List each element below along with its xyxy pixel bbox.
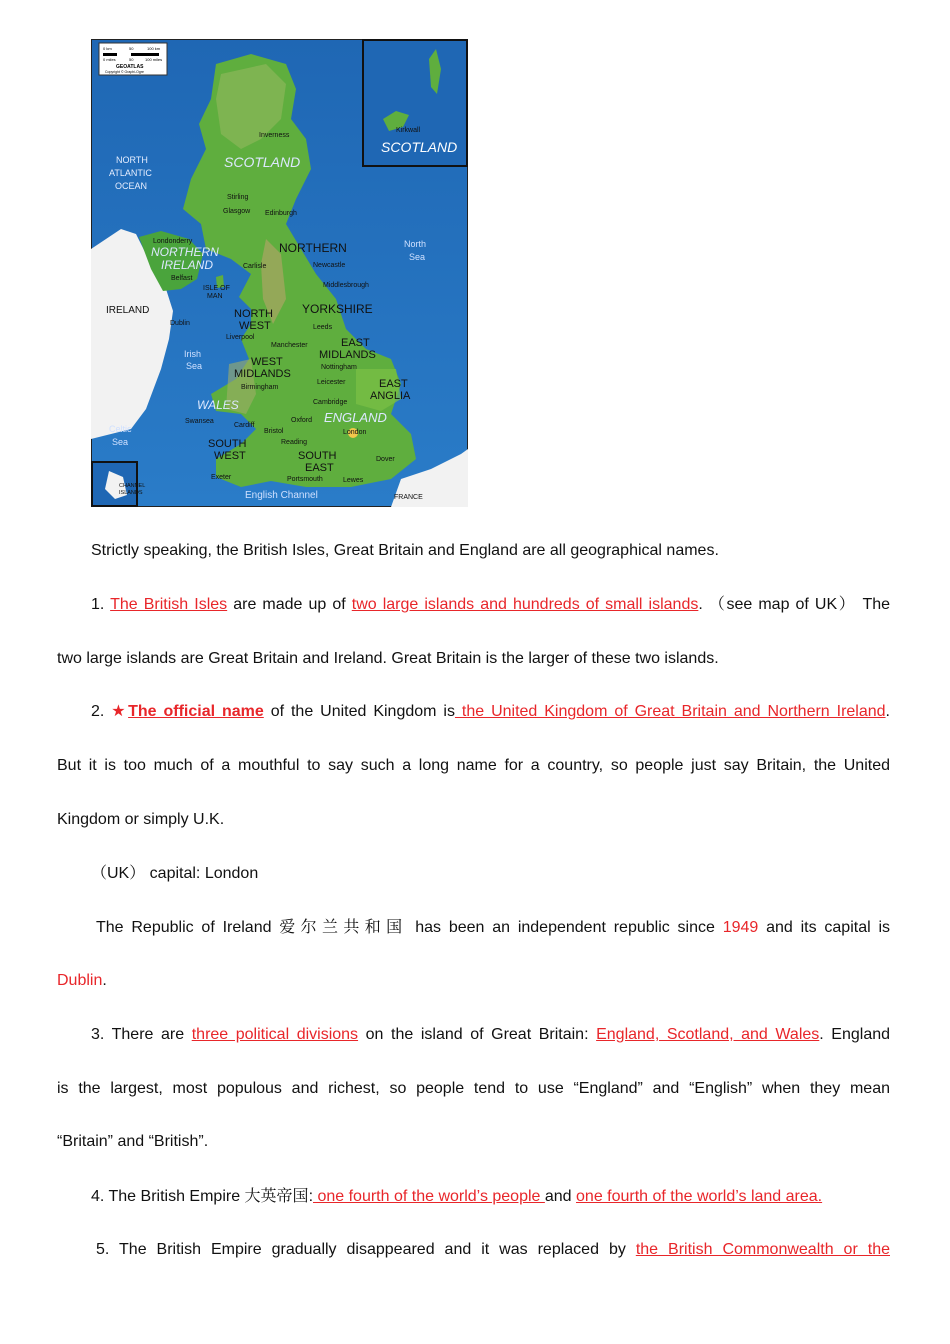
ireland-line-2: Dublin.	[57, 972, 107, 989]
label-oxford: Oxford	[291, 417, 313, 424]
label-france: FRANCE	[394, 494, 423, 501]
label-celtic-sea-1: Celtic	[109, 424, 132, 434]
label-english-channel: English Channel	[245, 490, 318, 501]
label-west-midlands-1: WEST	[251, 356, 283, 368]
term-three-political-divisions: three political divisions	[191, 1026, 359, 1043]
scale-label-km-zero: 0 km	[103, 46, 112, 51]
label-irish-sea-2: Sea	[186, 361, 203, 371]
term-one-fourth-people: one fourth of the world’s people	[313, 1188, 545, 1205]
label-north-atlantic-2: ATLANTIC	[109, 168, 152, 178]
label-london: London	[343, 429, 367, 436]
label-newcastle: Newcastle	[313, 262, 346, 269]
term-uk-full-name: the United Kingdom of Great Britain and Northern Ireland	[454, 703, 886, 720]
label-bristol: Bristol	[264, 428, 284, 435]
label-stirling: Stirling	[227, 194, 249, 201]
scale-label-mi-mid: 50	[129, 57, 134, 62]
point-3-line-3: “Britain” and “British”.	[57, 1133, 209, 1150]
label-manchester: Manchester	[271, 342, 308, 349]
label-nottingham: Nottingham	[321, 364, 357, 371]
label-middlesbrough: Middlesbrough	[323, 282, 369, 289]
publisher-label: GEOATLAS	[116, 64, 144, 70]
term-one-fourth-land: one fourth of the world’s land area.	[576, 1188, 823, 1205]
point-1-line-1: 1. The British Isles are made up of two large islands and hundreds of small islands. （see map of UK） The	[91, 596, 891, 613]
label-south-east-2: EAST	[305, 462, 334, 474]
label-north-west-2: WEST	[239, 320, 271, 332]
label-cambridge: Cambridge	[313, 399, 348, 406]
label-south-east-1: SOUTH	[298, 450, 337, 462]
year-1949: 1949	[722, 919, 759, 936]
intro-paragraph: Strictly speaking, the British Isles, Great Britain and England are all geographical names.	[91, 542, 719, 559]
label-east-midlands-2: MIDLANDS	[319, 349, 376, 361]
label-south-west-1: SOUTH	[208, 438, 247, 450]
point-2-line-1: 2. ★The official name of the United Kingdom is the United Kingdom of Great Britain and Northern Ireland.	[91, 703, 890, 720]
label-east-midlands-1: EAST	[341, 337, 370, 349]
label-channel-islands-1: CHANNEL	[119, 483, 146, 489]
star-icon: ★	[111, 703, 129, 720]
term-british-isles: The British Isles	[110, 596, 228, 613]
cjk-republic-of-ireland: 爱尔兰共和国	[279, 917, 408, 936]
scale-label-km-end: 100 km	[147, 46, 161, 51]
label-northern: NORTHERN	[279, 241, 347, 255]
label-isle-of-man-2: MAN	[207, 293, 223, 300]
label-south-west-2: WEST	[214, 450, 246, 462]
label-exeter: Exeter	[211, 474, 232, 481]
term-commonwealth: the British Commonwealth or the	[635, 1241, 890, 1258]
label-reading: Reading	[281, 439, 308, 446]
label-portsmouth: Portsmouth	[287, 476, 323, 483]
label-yorkshire: YORKSHIRE	[302, 302, 373, 316]
label-leeds: Leeds	[313, 324, 333, 331]
label-birmingham: Birmingham	[241, 384, 279, 391]
label-england: ENGLAND	[324, 410, 387, 425]
label-belfast: Belfast	[171, 275, 193, 282]
cjk-british-empire: 大英帝国	[244, 1186, 309, 1205]
label-carlisle: Carlisle	[243, 263, 267, 270]
point-1-line-2: two large islands are Great Britain and Ireland. Great Britain is the larger of these two islands.	[57, 650, 719, 667]
term-england-scotland-wales: England, Scotland, and Wales	[596, 1026, 820, 1043]
label-celtic-sea-2: Sea	[112, 437, 129, 447]
label-swansea: Swansea	[185, 418, 214, 425]
point-5-line: 5. The British Empire gradually disappeared and it was replaced by the British Commonwealth or the	[96, 1241, 890, 1258]
label-west-midlands-2: MIDLANDS	[234, 368, 291, 380]
uk-capital-line: （UK） capital: London	[91, 865, 259, 882]
uk-map	[91, 39, 468, 507]
point-3-line-1: 3. There are three political divisions on the island of Great Britain: England, Scotland, and Wales. England	[91, 1026, 891, 1043]
scale-label-km-mid: 50	[129, 46, 134, 51]
label-east-anglia-2: ANGLIA	[370, 390, 411, 402]
point-2-line-3: Kingdom or simply U.K.	[57, 811, 225, 828]
label-dublin: Dublin	[170, 320, 190, 327]
label-londonderry: Londonderry	[153, 238, 193, 245]
scale-label-mi-zero: 0 miles	[103, 57, 116, 62]
scale-label-mi-end: 100 miles	[145, 57, 163, 62]
term-official-name: The official name	[128, 703, 264, 720]
label-east-anglia-1: EAST	[379, 378, 408, 390]
label-dover: Dover	[376, 456, 395, 463]
label-lewes: Lewes	[343, 477, 364, 484]
point-4-line: 4. The British Empire 大英帝国: one fourth of the world’s people and one fourth of the world’s land area.	[91, 1186, 823, 1205]
point-2-line-2: But it is too much of a mouthful to say such a long name for a country, so people just say Britain, the United	[57, 757, 890, 774]
label-scotland: SCOTLAND	[224, 154, 301, 170]
label-channel-islands-2: ISLANDS	[119, 490, 143, 496]
label-north-atlantic-1: NORTH	[116, 155, 148, 165]
scale-bar-white	[117, 53, 131, 56]
label-inverness: Inverness	[259, 132, 290, 139]
label-cardiff: Cardiff	[234, 422, 255, 429]
label-north-atlantic-3: OCEAN	[115, 181, 148, 191]
label-kirkwall: Kirkwall	[396, 127, 421, 134]
label-irish-sea-1: Irish	[184, 349, 202, 359]
label-glasgow: Glasgow	[223, 208, 251, 215]
label-edinburgh: Edinburgh	[265, 210, 297, 217]
label-north-west-1: NORTH	[234, 308, 273, 320]
label-leicester: Leicester	[317, 379, 346, 386]
term-dublin: Dublin	[57, 972, 103, 989]
label-northern-ireland-2: IRELAND	[161, 258, 214, 272]
label-wales: WALES	[197, 398, 239, 412]
label-isle-of-man-1: ISLE OF	[203, 285, 230, 292]
label-north-sea-2: Sea	[409, 252, 426, 262]
label-northern-ireland-1: NORTHERN	[151, 245, 219, 259]
label-liverpool: Liverpool	[226, 334, 255, 341]
label-inset-scotland: SCOTLAND	[381, 139, 458, 155]
label-ireland: IRELAND	[106, 305, 150, 316]
term-two-large-islands: two large islands and hundreds of small islands	[351, 596, 699, 613]
label-north-sea-1: North	[404, 239, 427, 249]
copyright-label: Copyright © Graphi-Ogre	[105, 70, 144, 74]
point-3-line-2: is the largest, most populous and richest, so people tend to use “England” and “English” when they mean	[57, 1080, 890, 1097]
ireland-line-1: The Republic of Ireland 爱尔兰共和国 has been an independent republic since 1949 and its capital is	[96, 917, 890, 936]
